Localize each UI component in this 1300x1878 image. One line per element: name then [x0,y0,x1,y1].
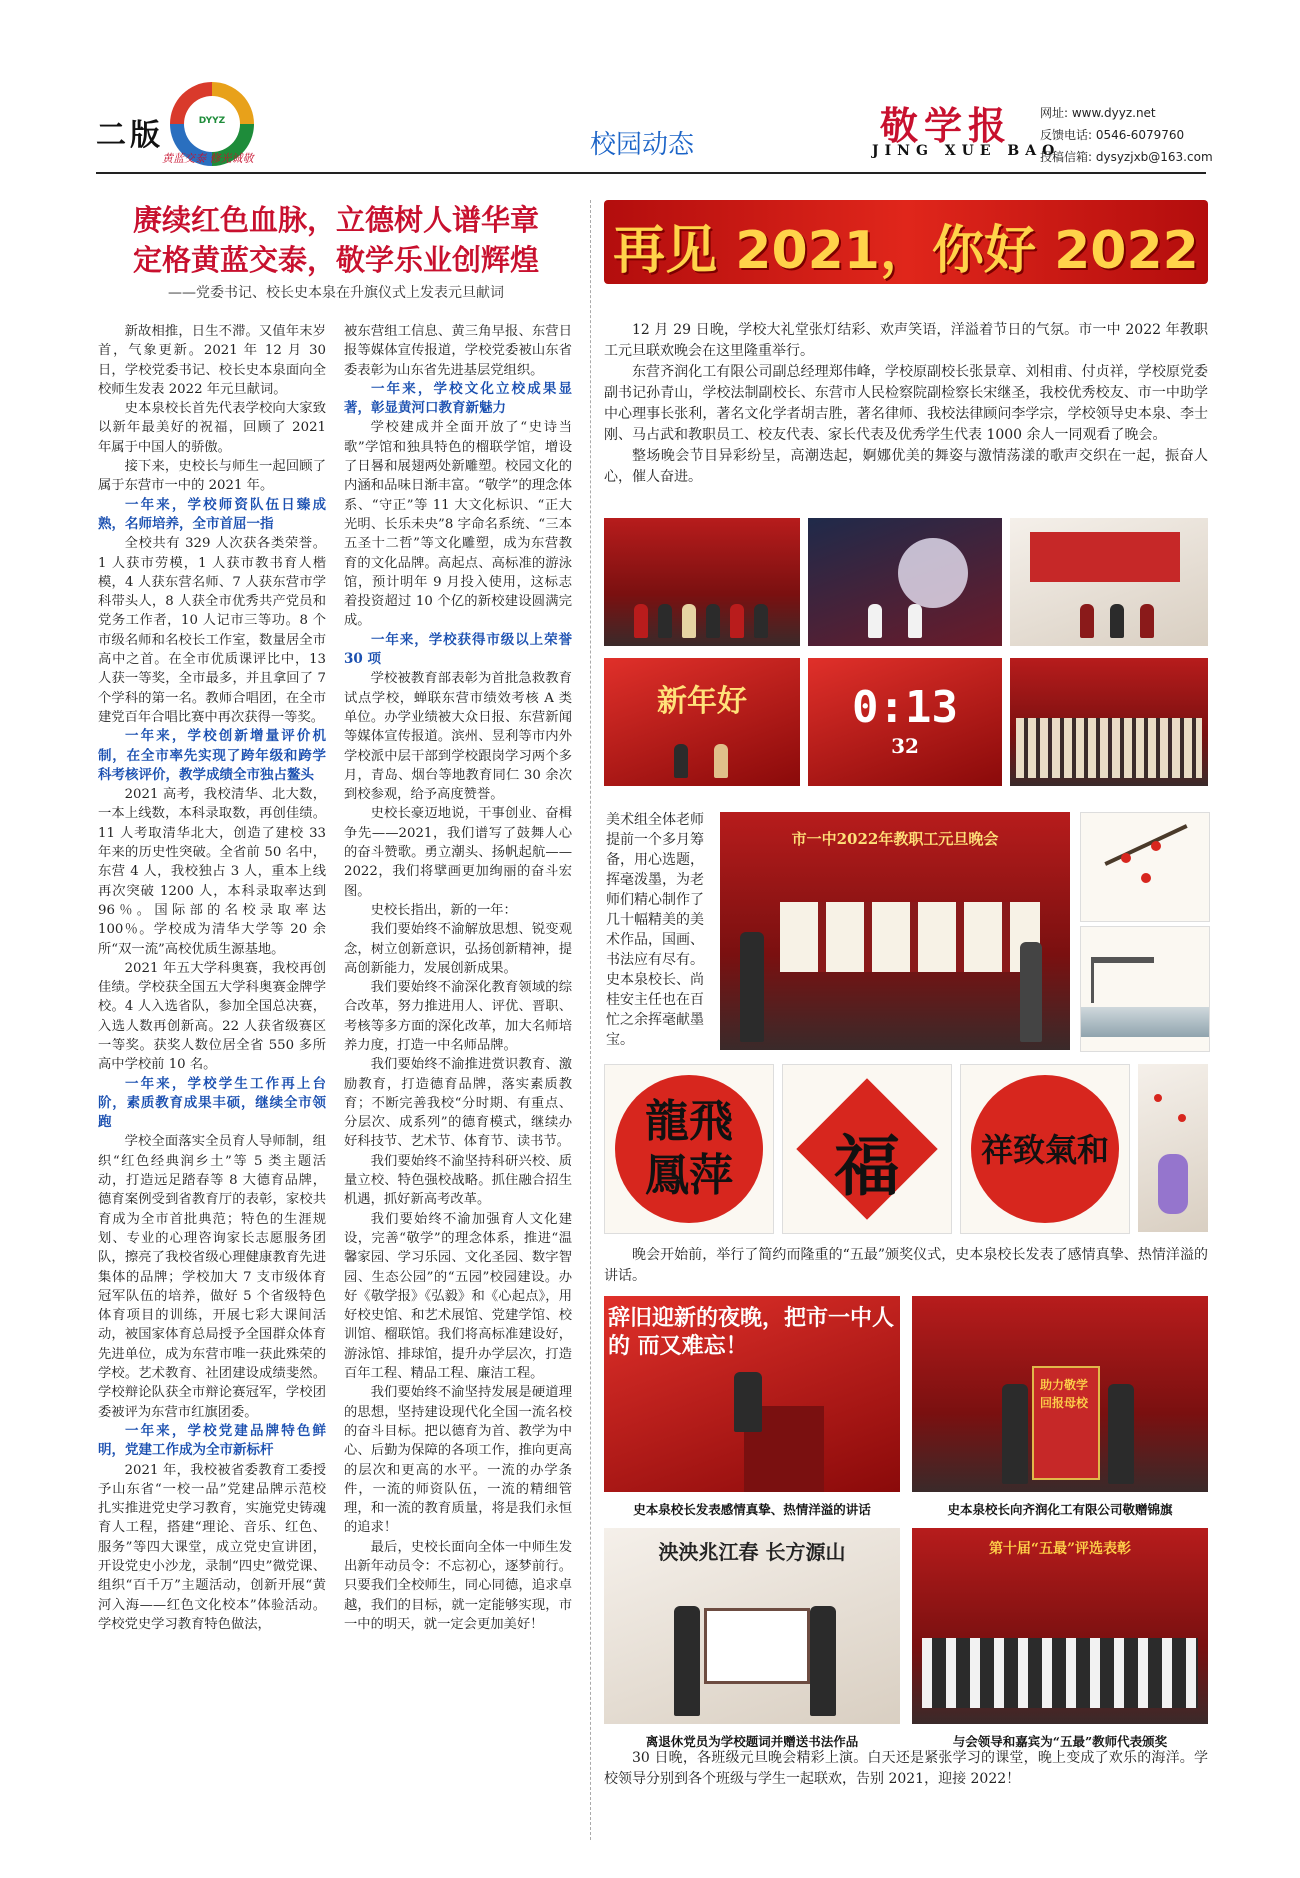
photo-dance [808,518,1002,646]
calligraphy-circle-3 [960,1064,1130,1234]
caption-3: 离退休党员为学校题词并赠送书法作品 [645,1734,859,1749]
banner-text: 再见 2021，你好 2022 [613,221,1199,281]
body-paragraph: 2021 高考，我校清华、北大数，一本上线数，本科录取数，再创佳绩。11 人考取清华北大，创造了建校 33 年来的历史性突破。全省前 50 名中，东营 4 人，我校独占 3 人，重本上线再次突破 1200 人，本科录取率达到 96％。国际部的名校录取率达 100％。学校成为清华大学等 20 余所“双一流”高校优质生源基地。 [98,787,326,957]
article-headline [96,200,576,280]
calligraphy-text-1: 龍飛鳳萍 [645,1096,733,1201]
photo-choir [1010,658,1208,786]
header-rule [96,172,1206,174]
body-paragraph: 我们要始终不渝深化教育领域的综合改革，努力推进用人、评优、晋职、考核等多方面的深化改革，加大名师培养力度，打造一中名师品牌。 [344,980,572,1053]
calligraphy-fu [782,1064,952,1234]
calligraphy-text-2: 福 [834,1127,900,1205]
countdown-sub: 32 [891,734,919,758]
section-heading: 一年来，学校党建品牌特色鲜明，党建工作成为全市新标杆 [98,1422,326,1459]
edition-label: 二版 [96,118,164,153]
body-paragraph: 我们要始终不渝坚持发展是硬道理的思想，坚持建设现代化全国一流名校的奋斗目标。把以德育为首、教学为中心、后勤为保障的各项工作，推向更高的层次和更高的水平。一流的办学条件，一流的师资队伍，一流的精细管理，和一流的教育质量，将是我们永恒的追求！ [344,1385,572,1536]
gala-banner [604,200,1208,284]
article-column-2 [344,322,572,1634]
calligraphy-circle-1 [604,1064,774,1234]
body-paragraph: 学校建成并全面开放了“史诗当歌”学馆和独具特色的榴联学馆，增设了日晷和展翅两处新雕塑。校园文化的内涵和品味日渐丰富。“敬学”的理念体系、“守正”等 11 大文化标识、“正大光明、长乐未央”8 字命名系统、“三本五圣十二哲”等文化雕塑，成为东营教育的文化品牌。高起点、高标准的游泳馆，预计明年 9 月投入使用，这标志着投资超过 10 个亿的新校建设圆满完成。 [344,420,572,629]
paper-pinyin: JING XUE BAO [872,143,1061,159]
calli-scroll-text: 泱泱兆江春 长方源山 [658,1540,846,1564]
section-heading: 一年来，学校文化立校成果显著，彰显黄河口教育新魅力 [344,380,572,417]
ceremony-paragraph: 晚会开始前，举行了简约而隆重的“五最”颁奖仪式，史本泉校长发表了感情真挚、热情洋溢的讲话。 [604,1247,1208,1284]
photo-vase-painting [1138,1064,1208,1232]
body-paragraph: 我们要始终不渝解放思想、锐变观念，树立创新意识，弘扬创新精神，提高创新能力，发展创新成果。 [344,922,572,976]
headline-line-1: 赓续红色血脉，立德树人谱华章 [132,203,539,237]
closing-text [604,1748,1208,1790]
photo-landscape-painting [1080,926,1210,1052]
intro-paragraph: 12 月 29 日晚，学校大礼堂张灯结彩、欢声笑语，洋溢着节日的气氛。市一中 2022 年教职工元旦联欢晚会在这里隆重举行。 [604,322,1208,359]
body-paragraph: 新故相推，日生不滞。又值年末岁首，气象更新。2021 年 12 月 30 日，学校党委书记、校长史本泉面向全校师生发表 2022 年元旦献词。 [98,324,326,397]
body-paragraph: 我们要始终不渝坚持科研兴校、质量立校、特色强校战略。抓住融合招生机遇，抓好新高考改革。 [344,1153,572,1208]
intro-paragraph: 东营齐润化工有限公司副总经理郑伟峰，学校原副校长张景章、刘相甫、付贞祥，学校原党委副书记孙青山，学校法制副校长、东营市人民检察院副检察长宋继圣，我校优秀校友、市一中助学中心理事长张利，著名文化学者胡吉胜，著名律师、我校法律顾问李学宗，学校领导史本泉、李士刚、马占武和教职员工、校友代表、家长代表及优秀学生代表 1000 余人一同观看了晚会。 [604,364,1208,443]
section-title: 校园动态 [590,130,695,160]
phone-info: 反馈电话: 0546-6079760 [1040,128,1185,142]
photo-stage-performance [604,518,800,646]
body-paragraph: 我们要始终不渝加强育人文化建设，完善“敬学”的理念体系，推进“温馨家园、学习乐园、文化圣园、数字智园、生态公园”的“五园”校园建设。办好《敬学报》《弘毅》和《心起点》，用好校史馆、和艺术展馆、党建学馆、校训馆、榴联馆。我们将高标准建设好，游泳馆、排球馆，提升办学层次，打造百年工程、精品工程、廉洁工程。 [344,1211,572,1382]
body-paragraph: 我们要始终不渝推进赏识教育、激励教育，打造德育品牌，落实素质教育；不断完善我校“分时期、有重点、分层次、成系列”的德育模式，继续办好科技节、艺术节、体育节、读书节。 [344,1057,572,1150]
section-heading: 一年来，学校创新增量评价机制，在全市率先实现了跨年级和跨学科考核评价，教学成绩全市独占鳌头 [98,728,326,783]
body-paragraph: 最后，史校长面向全体一中师生发出新年动员令：不忘初心，逐梦前行。只要我们全校师生，同心同德，追求卓越，我们的目标，就一定能够实现，市一中的明天，就一定会更加美好！ [344,1539,572,1632]
gala-intro [604,320,1208,488]
photo-art-presentation [720,812,1070,1050]
section-heading: 一年来，学校师资队伍日臻成熟，名师培养，全市首屈一指 [98,496,326,532]
speech-screen-text: 辞旧迎新的夜晚，把市一中人的 而又难忘！ [608,1305,895,1359]
photo-countdown [808,658,1002,786]
art-note: 美术组全体老师提前一个多月筹备，用心选题，挥毫泼墨，为老师们精心制作了几十幅精美的美术作品，国画、书法应有尽有。史本泉校长、尚桂安主任也在百忙之余挥毫献墨宝。 [606,812,704,1048]
newyear-label: 新年好 [657,684,747,719]
photo-speech [604,1296,900,1492]
paper-name: 敬学报 [880,103,1013,148]
body-paragraph: 史校长指出，新的一年： [370,902,517,918]
caption-1: 史本泉校长发表感情真挚、热情洋溢的讲话 [633,1502,871,1517]
article-column-1 [98,322,326,1634]
caption-2: 史本泉校长向齐润化工有限公司敬赠锦旗 [947,1502,1173,1517]
website-info: 网址: www.dyyz.net [1040,106,1156,120]
photo-award-ceremony [912,1528,1208,1724]
section-heading: 一年来，学校学生工作再上台阶，素质教育成果丰硕，继续全市领跑 [98,1075,326,1131]
headline-line-2: 定格黄蓝交泰，敬学乐业创辉煌 [132,243,539,277]
body-paragraph: 学校被教育部表彰为首批急救教育试点学校，蝉联东营市绩效考核 A 类单位。办学业绩被大众日报、东营新闻等媒体宣传报道。滨州、昱利等市内外学校派中层干部到学校跟岗学习两个多月，青岛、烟台等地教育同仁 30 余次到校参观，给予高度赞誉。 [344,671,572,803]
calligraphy-text-3: 祥致氣和 [980,1131,1109,1169]
body-paragraph: 2021 年五大学科奥赛，我校再创佳绩。学校获全国五大学科奥赛金牌学校。4 人入选省队，参加全国总决赛，入选人数再创新高。22 人获省级赛区一等奖。获奖人数位居全省 550 多所高中学校前 10 名。 [98,960,326,1073]
body-paragraph: 史本泉校长首先代表学校向大家致以新年最美好的祝福，回顾了 2021 年属于中国人的骄傲。 [98,401,326,455]
body-paragraph: 全校共有 329 人次获各类荣誉。1 人获市劳模，1 人获市教书育人楷模，4 人获东营名师、7 人获东营市学科带头人，8 人获全市优秀共产党员和党务工作者，10 人记市三等功。8 个市级名师和名校长工作室，数量居全市高中之首。在全市优质课评比中，13 人获一等奖，全市最多，并且拿回了 7 个学科的第一名。教师合唱团，在全市建党百年合唱比赛中再次获得一等奖。 [98,536,326,725]
closing-paragraph: 30 日晚，各班级元旦晚会精彩上演。白天还是紧张学习的课堂，晚上变成了欢乐的海洋。学校领导分别到各个班级与学生一起联欢，告别 2021，迎接 2022！ [604,1750,1208,1787]
body-paragraph: 史校长豪迈地说，干事创业、奋楫争先——2021，我们谱写了鼓舞人心的奋斗赞歌。勇立潮头、扬帆起航——2022，我们将擘画更加绚丽的奋斗宏图。 [344,806,572,899]
countdown-label: 0:13 [852,682,958,733]
body-paragraph: 学校全面落实全员育人导师制，组织“红色经典润乡土”等 5 类主题活动，打造远足踏春等 8 大德育品牌，德育案例受到省教育厅的表彰，家校共育成为全市首批典范；特色的生涯规划、专业的心理咨询家长志愿服务团队，擦亮了我校省级心理健康教育先进集体的品牌；学校加大 7 支市级体育冠军队伍的培养，做好 5 个省级特色体育项目的训练，开展七彩大课间活动，被国家体育总局授予全国群众体育先进单位，成为东营市唯一获此殊荣的学校。艺术教育、社团建设成绩斐然。学校辩论队获全市辩论赛冠军，学校团委被评为东营市红旗团委。 [98,1134,326,1420]
article-subhead: ——党委书记、校长史本泉在升旗仪式上发表元旦献词 [168,285,504,301]
logo-text: DYYZ [198,116,226,126]
body-paragraph: 2021 年，我校被省委教育工委授予山东省“一校一品”党建品牌示范校 扎实推进党史学习教育，实施党史铸魂育人工程，搭建“理论、音乐、红色、服务”等四大课堂，成立党史宣讲团，开设党史小沙龙，录制“四史”微党课、组织“百千万”主题活动，创新开展“黄河入海——红色文化校本”体验活动。学校党史学习教育特色做法， [98,1462,326,1632]
gala-title-label: 市一中2022年教职工元旦晚会 [791,830,999,848]
body-paragraph: 被东营组工信息、黄三角早报、东营日报等媒体宣传报道，学校党委被山东省委表彰为山东省先进基层党组织。 [344,324,572,378]
body-paragraph: 接下来，史校长与师生一起回顾了属于东营市一中的 2021 年。 [98,459,326,494]
school-motto: 黄蓝交泰 修光诚敬 [162,152,254,165]
photo-hosts [1010,518,1208,646]
email-info: 投稿信箱: dysyzjxb@163.com [1040,150,1213,164]
section-heading: 一年来，学校获得市级以上荣誉 30 项 [344,631,572,668]
column-divider [590,200,591,1840]
photo-new-year-greeting [604,658,800,786]
ceremony-text [604,1245,1208,1287]
award-stage-text: 第十届“五最”评选表彰 [988,1541,1132,1557]
caption-4: 与会领导和嘉宾为“五最”教师代表颁奖 [952,1734,1168,1749]
photo-calligraphy-gift [604,1528,900,1724]
photo-plum-painting [1080,812,1210,922]
banner-flag-text: 助力敬学 回报母校 [1039,1378,1088,1410]
photo-banner-presentation [912,1296,1208,1492]
intro-paragraph: 整场晚会节目异彩纷呈，高潮迭起，婀娜优美的舞姿与激情荡漾的歌声交织在一起，振奋人心，催人奋进。 [604,448,1208,485]
